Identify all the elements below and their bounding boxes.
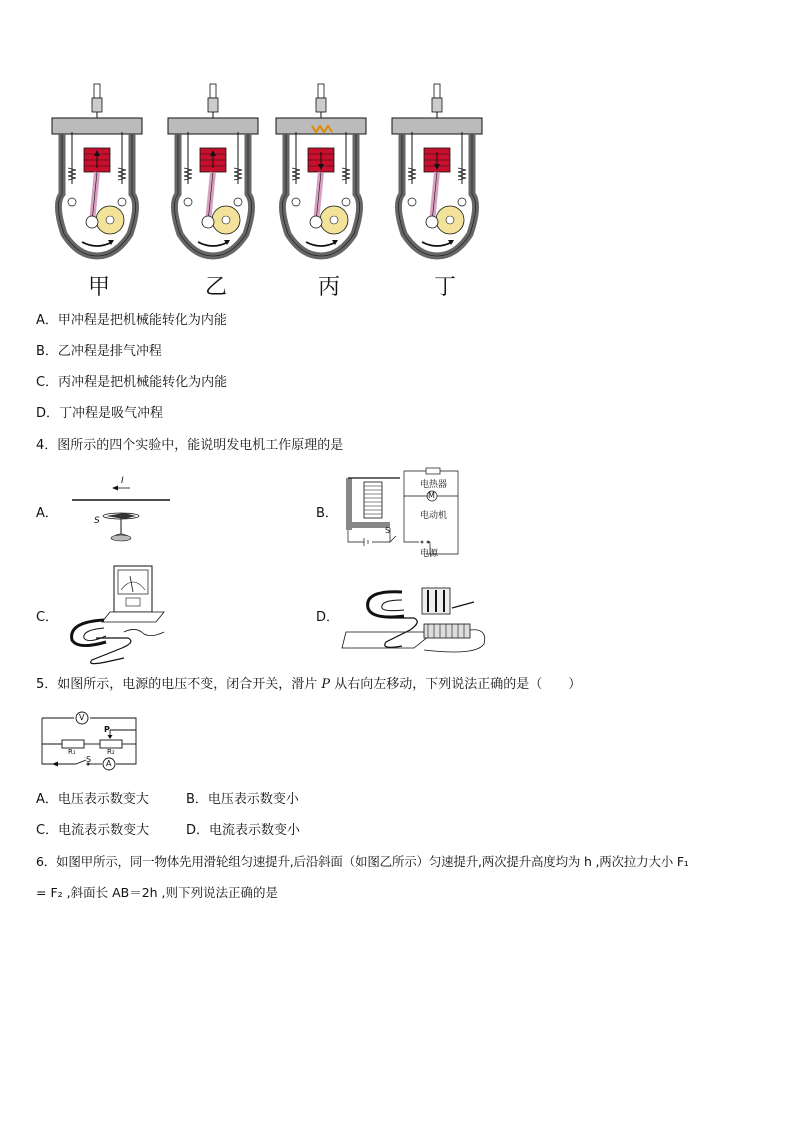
q5-r2-label: R₂ [107,748,115,756]
engine-figure [48,84,498,304]
q5-option-a: A．电压表示数变大 [36,792,149,807]
engine-label-bing: 丙 [318,275,341,300]
engine-label-yi: 乙 [205,275,228,300]
q4-option-a: A． [36,506,58,521]
engine-label-ding: 丁 [434,275,457,300]
q6-line-2: = F₂ ,斜面长 AB＝2h ,则下列说法正确的是 [36,885,279,900]
q4-figure-c [66,562,166,666]
q5-stem-suffix: 从右向左移动，下列说法正确的是（ ） [330,677,582,692]
q5-switch-label: S [86,755,92,764]
q5-stem-var: P [321,677,331,692]
q5-r1-label: R₁ [68,748,76,756]
q4-option-d: D． [316,610,340,625]
engine-bing [276,84,366,256]
engine-yi [168,84,258,256]
q4-option-b: B． [316,506,338,521]
q5-option-c: C．电流表示数变大 [36,823,150,838]
q5-circuit [38,708,142,774]
engine-ding [392,84,482,256]
q4-figure-a-needle-label: S [94,516,100,526]
engine-diagrams [48,84,498,274]
q5-stem-prefix: 5．如图所示，电源的电压不变，闭合开关，滑片 [36,677,322,692]
q4-figure-b-motor-label: 电动机 [420,511,448,521]
engine-label-jia: 甲 [88,275,111,300]
q5-option-d: D．电流表示数变小 [186,823,301,838]
q3-option-d: D．丁冲程是吸气冲程 [36,406,164,421]
q3-option-b: B．乙冲程是排气冲程 [36,344,162,359]
q4-figure-b-motor-symbol: M [428,491,435,500]
q4-figure-b-source-label: 电源 [420,549,439,559]
q5-slider-label: P [104,725,110,734]
q4-stem: 4．图所示的四个实验中，能说明发电机工作原理的是 [36,438,344,453]
q3-option-c: C．丙冲程是把机械能转化为内能 [36,375,228,390]
q6-line-1: 6．如图甲所示，同一物体先用滑轮组匀速提升,后沿斜面（如图乙所示）匀速提升,两次提升高度均为 h ,两次拉力大小 F₁ [36,854,689,869]
q4-figure-b-heater-label: 电热器 [420,480,448,490]
engine-jia [52,84,142,256]
q4-figure-b-switch-label: S [385,526,391,535]
q5-ammeter-symbol: A [106,759,112,768]
q5-voltmeter-symbol: V [79,713,85,722]
q3-option-a: A．甲冲程是把机械能转化为内能 [36,313,227,328]
q4-figure-d [344,578,490,666]
q4-option-c: C． [36,610,59,625]
q5-option-b: B．电压表示数变小 [186,792,299,807]
q5-stem [36,676,581,694]
q4-figure-a-current-label: I [121,476,124,486]
